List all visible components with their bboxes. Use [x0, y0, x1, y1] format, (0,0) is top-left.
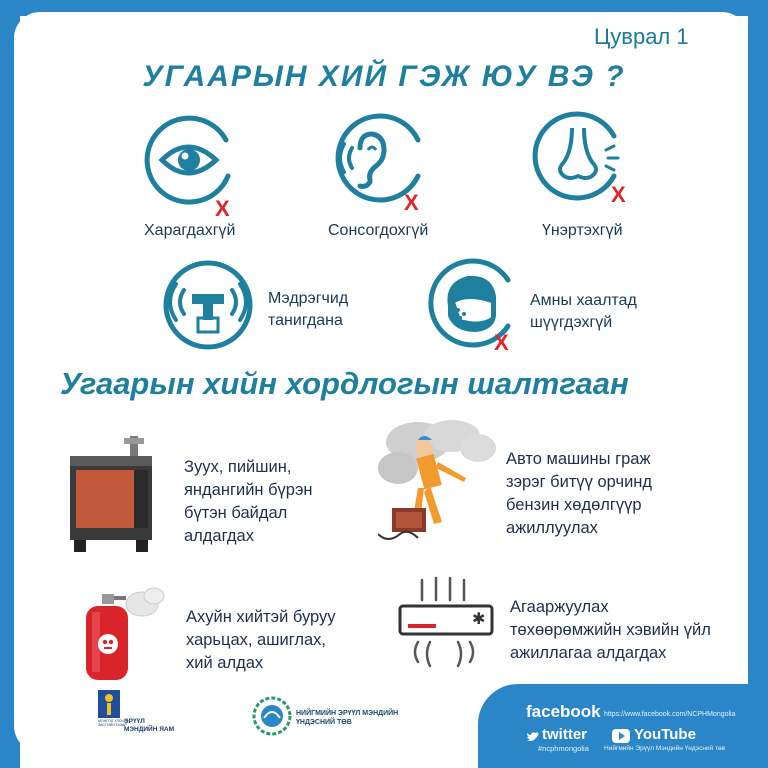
sensor-icon: [158, 258, 258, 352]
ministry-small-text: [98, 719, 127, 727]
youtube-label[interactable]: YouTube: [634, 726, 696, 743]
facebook-label[interactable]: facebook: [526, 702, 601, 721]
cause-gas-line2: харьцах, ашиглах,: [186, 631, 326, 649]
cause-ac-image: [396, 576, 496, 676]
cause-engine-image: [378, 418, 498, 548]
ear-cross: X: [404, 190, 419, 215]
center-name: [296, 709, 398, 727]
cause-stove-image: [62, 436, 162, 556]
mask-label-line1: Амны хаалтад: [530, 292, 637, 309]
generator-smoke-icon: [378, 418, 498, 548]
center-name-line1: НИЙГМИЙН ЭРҮҮЛ МЭНДИЙН: [296, 710, 399, 717]
cause-stove-line2: яндангийн бүрэн: [184, 481, 313, 499]
social-footer: [478, 684, 768, 768]
cause-ac-line3: ажиллагаа алдагдах: [510, 644, 667, 662]
eye-cross: X: [215, 196, 230, 221]
soyombo-emblem-icon: [98, 690, 120, 718]
air-conditioner-icon: [396, 576, 496, 676]
ministry-name-line1: ЭРҮҮЛ: [124, 718, 145, 725]
center-logo: [252, 696, 292, 740]
cause-gas-image: [72, 584, 172, 684]
mask-cross: X: [494, 330, 509, 355]
page-title: УГААРЫН ХИЙ ГЭЖ ЮУ ВЭ ?: [142, 60, 626, 93]
ministry-small-line1: МОНГОЛ УЛСЫН: [98, 719, 128, 723]
center-name-line2: ҮНДЭСНИЙ ТӨВ: [296, 719, 352, 726]
cause-stove-line4: алдагдах: [184, 527, 254, 545]
cause-engine-line4: ажиллуулах: [506, 519, 598, 537]
series-label: Цуврал 1: [594, 24, 689, 49]
cause-engine-line1: Авто машины граж: [506, 450, 651, 468]
frame-right: [748, 0, 768, 768]
cause-gas-line1: Ахуйн хийтэй буруу: [186, 608, 336, 626]
causes-title: Угаарын хийн хордлогын шалтгаан: [60, 366, 629, 401]
mask-label-line2: шүүгдэхгүй: [530, 314, 613, 331]
cause-ac-text: [510, 596, 711, 665]
sensor-label-line1: Мэдрэгчид: [268, 290, 349, 307]
ministry-name-line2: МЭНДИЙН ЯАМ: [124, 726, 174, 733]
cause-stove-text: [184, 456, 313, 548]
cause-stove-line1: Зуух, пийшин,: [184, 458, 292, 476]
property-label-odorless: Үнэртэхгүй: [542, 222, 623, 239]
twitter-handle[interactable]: #ncphmongolia: [538, 744, 589, 753]
cause-stove-line3: бүтэн байдал: [184, 504, 288, 522]
ministry-emblem: [98, 690, 120, 722]
ministry-small-line2: ЗАСГИЙН ГАЗАР: [98, 723, 127, 728]
nose-cross: X: [611, 182, 626, 207]
svg-text:✱: ✱: [472, 609, 486, 628]
stove-icon: [62, 436, 162, 556]
property-sensor: [158, 258, 258, 352]
cause-engine-line2: зэрэг битүү орчинд: [506, 473, 653, 491]
property-eye: [140, 114, 240, 208]
eye-icon: [140, 114, 240, 208]
cause-engine-text: [506, 448, 652, 540]
property-label-not-audible: Сонсогдохгүй: [328, 222, 429, 239]
twitter-label[interactable]: twitter: [542, 726, 587, 743]
cause-ac-line2: төхөөрөмжийн хэвийн үйл: [510, 621, 711, 639]
sensor-label-line2: танигдана: [268, 312, 343, 329]
ministry-name: [124, 718, 174, 734]
facebook-url[interactable]: https://www.facebook.com/NCPHMongolia: [604, 711, 736, 718]
gas-canister-icon: [72, 584, 172, 684]
property-label-not-visible: Харагдахгүй: [144, 222, 236, 239]
property-label-not-filtered-by-mask: [530, 290, 637, 334]
property-label-detected-by-sensors: [268, 288, 348, 332]
cause-gas-text: [186, 606, 336, 675]
cause-engine-line3: бензин хөдөлгүүр: [506, 496, 642, 514]
ncph-logo-icon: [252, 696, 292, 736]
cause-gas-line3: хий алдах: [186, 654, 264, 672]
youtube-channel-name[interactable]: Нийгмийн Эрүүл Мэндийн Үндэсний төв: [604, 745, 726, 752]
cause-ac-line1: Агааржуулах: [510, 598, 609, 616]
